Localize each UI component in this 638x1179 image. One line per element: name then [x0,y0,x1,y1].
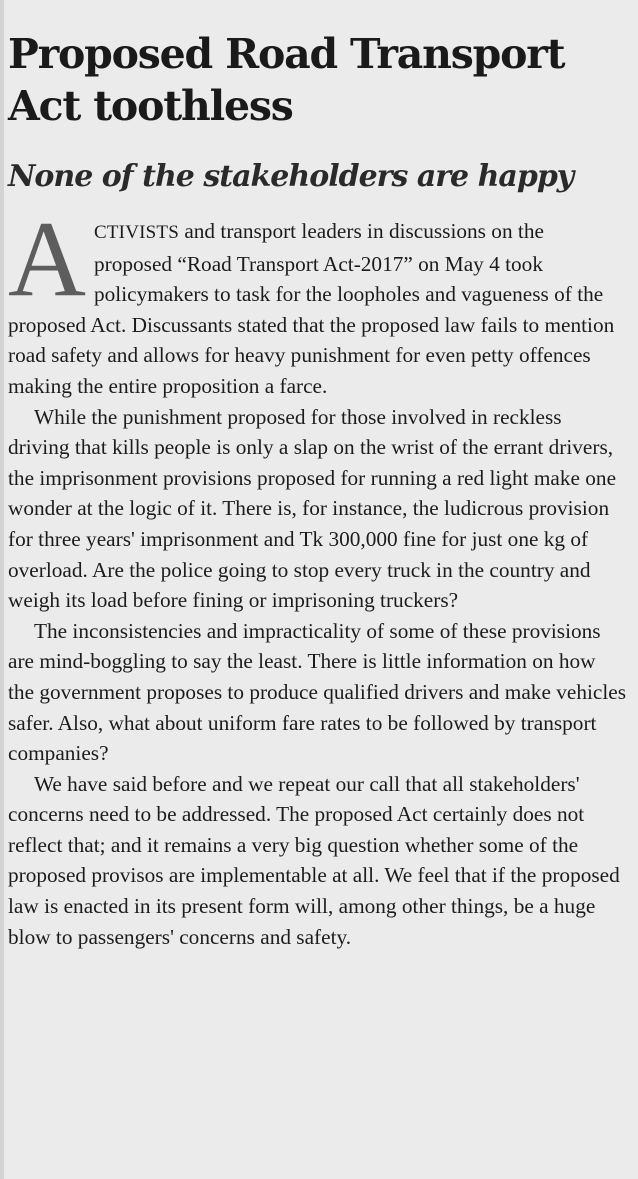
paragraph-2: While the punishment proposed for those involved in reckless driving that kills people is only a slap on the wrist of the errant drivers, the imprisonment provisions proposed for running a red light make one wonder at the logic of it. There is, for instance, the ludicrous provision for three years' imprisonment and Tk 300,000 fine for just one kg of overload. Are the police going to stop every truck in the country and weigh its load before fining or imprisoning truckers? [8,404,617,613]
headline: Proposed Road Transport Act toothless [8,30,565,130]
column-edge [0,0,4,1179]
article-body [8,200,627,952]
paragraph-1 [8,200,626,402]
drop-cap: A [8,200,86,319]
paragraph-3: The inconsistencies and impracticality of some of these provisions are mind-boggling to say the least. There is little information on how the government proposes to produce qualified drivers and make vehicles safer. Also, what about uniform fare rates to be followed by transport companies? [8,618,627,766]
paragraph-4: We have said before and we repeat our call that all stakeholders' concerns need to be addressed. The proposed Act certainly does not reflect that; and it remains a very big question whether some of the proposed provisos are implementable at all. We feel that if the proposed law is enacted in its present form will, among other things, be a huge blow to passengers' concerns and safety. [8,771,620,949]
paragraph-1-text: and transport leaders in discussions on the proposed “Road Transport Act-2017” on May 4 took policymakers to task for the loopholes and vagueness of the proposed Act. Discussants stated that the proposed law fails to mention road safety and allows for heavy punishment for even petty offences making the entire proposition a farce. [8,219,615,398]
first-word-rest: CTIVISTS [94,222,179,243]
subheadline: None of the stakeholders are happy [8,159,574,194]
